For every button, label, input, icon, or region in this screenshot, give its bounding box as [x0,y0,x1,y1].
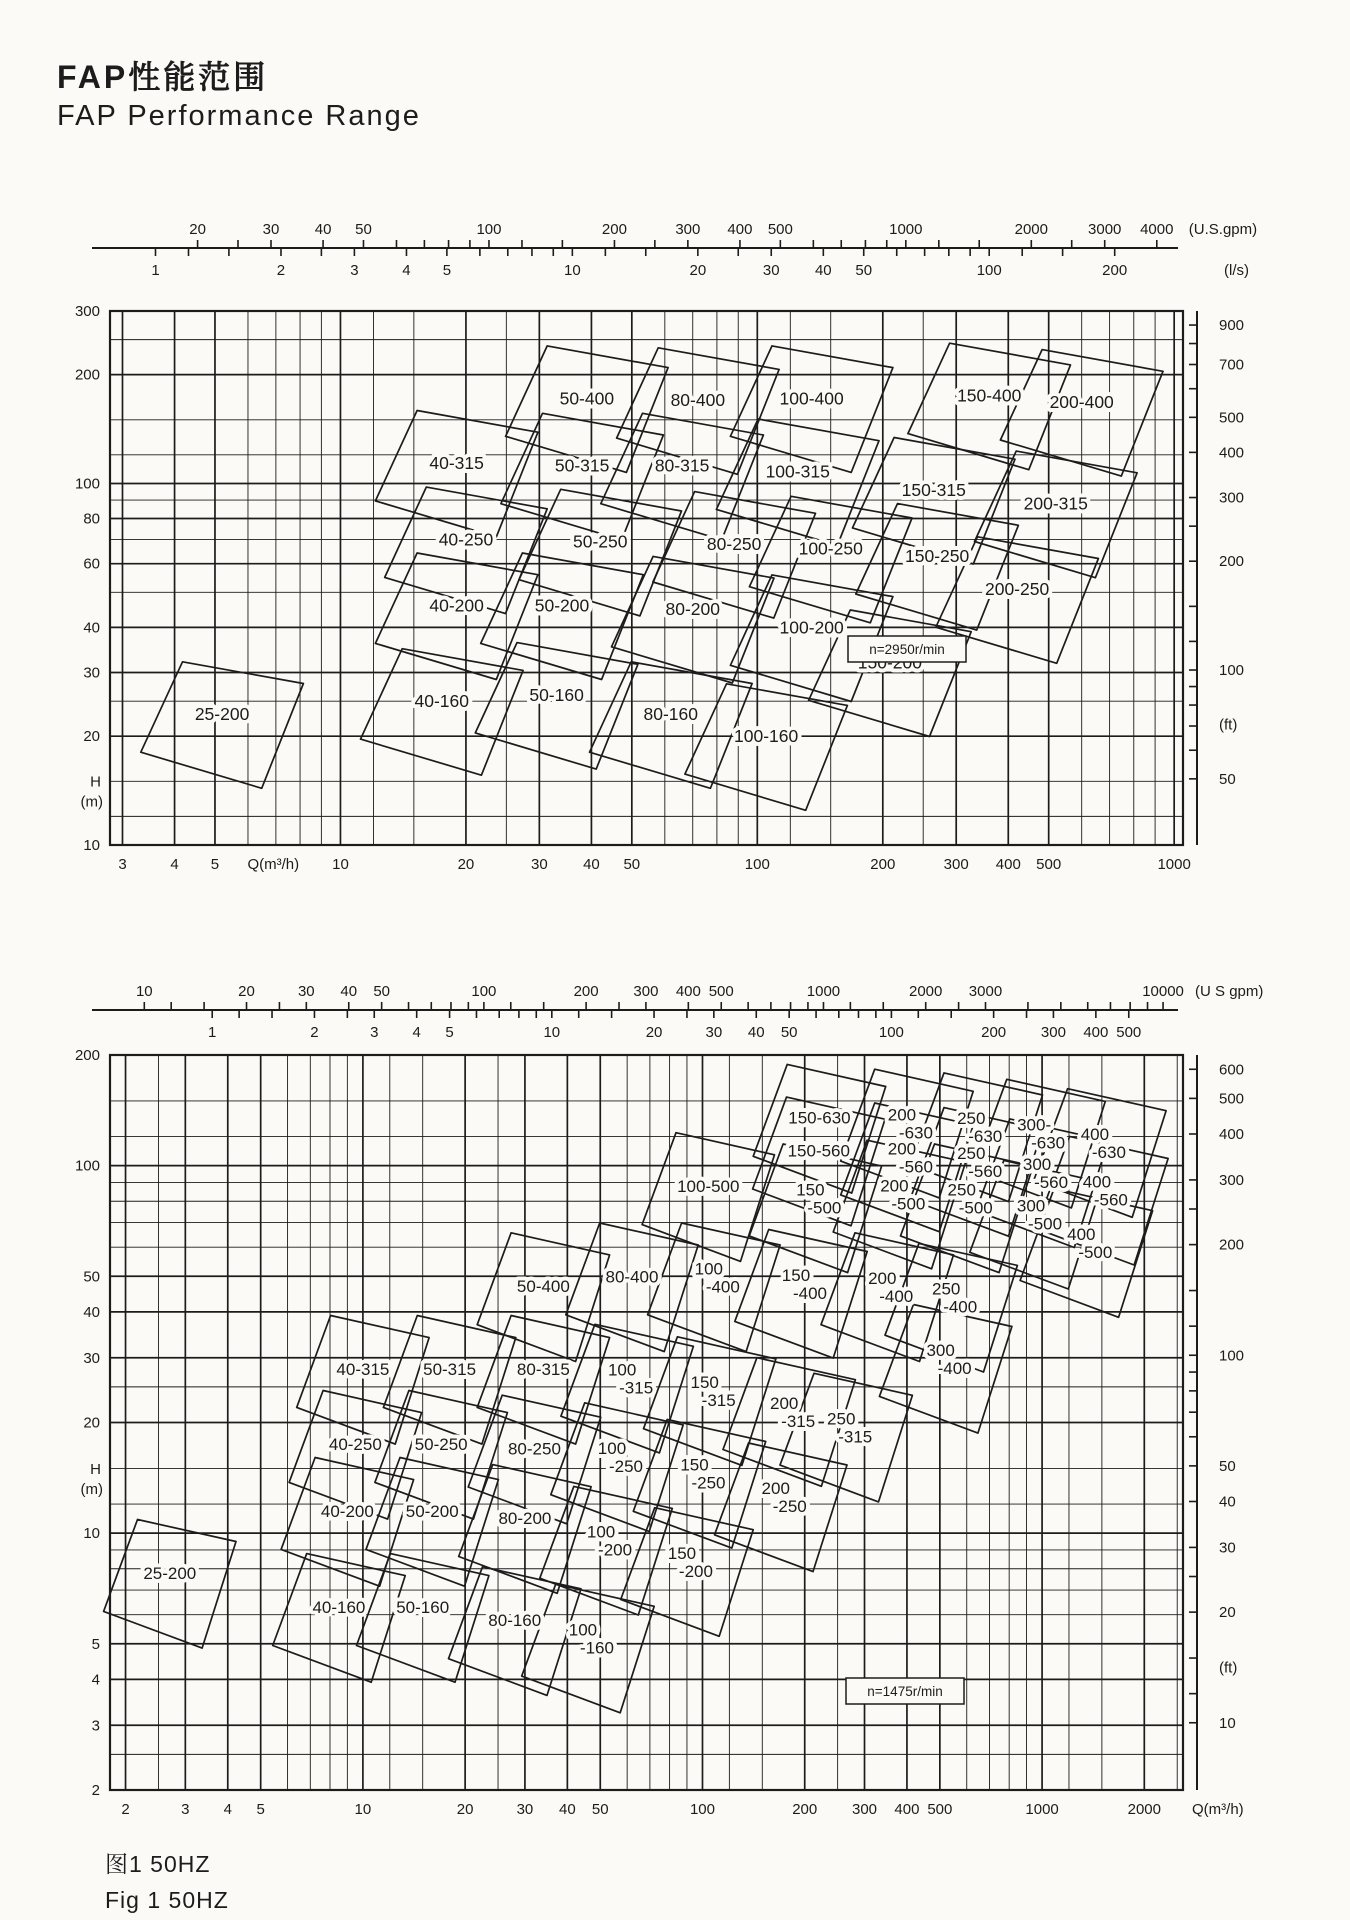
q-tick-label: 1000 [1157,856,1191,873]
ft-tick-label: 40 [1219,1493,1236,1511]
region-label: 50-200 [534,595,590,616]
ft-tick-label: 200 [1219,553,1245,571]
gpm-unit-label: (U.S.gpm) [1188,221,1258,238]
h-tick-label: 5 [91,1635,100,1653]
ls-tick-label: 4 [412,1024,421,1041]
ls-tick-label: 5 [442,262,452,279]
region-label: 80-315 [654,455,710,476]
region-outline [361,649,524,776]
region-label: 25-200 [143,1563,197,1583]
region-outline [104,1520,236,1649]
region-outline [501,413,664,540]
h-tick-label: 100 [74,1157,100,1175]
region-label: 100 -160 [568,1620,614,1658]
ft-tick-label: 100 [1219,662,1245,680]
region-label: 80-315 [516,1359,570,1379]
caption-zh: 图1 50HZ [105,1851,211,1877]
gpm-tick-label: 4000 [1140,221,1174,238]
region-label: 400 -630 [1080,1124,1126,1162]
region-outline [908,343,1071,470]
h-tick-label: 80 [83,510,100,528]
region-outline [975,451,1138,578]
ls-tick-label: 40 [814,262,832,279]
region-label: 150-315 [901,479,966,500]
q-tick-label: 1000 [1025,1801,1059,1818]
q-tick-label: 100 [744,856,770,873]
q-tick-label: 200 [870,856,896,873]
h-tick-label: 3 [91,1717,100,1735]
region-label: 40-200 [429,595,484,616]
ft-tick-label: 100 [1219,1347,1245,1365]
q-axis-unit: Q(m³/h) [247,856,300,873]
chart-2950rpm [0,168,1350,880]
ft-tick-label: 400 [1219,1125,1245,1143]
h-axis-unit: (m) [80,793,103,811]
q-tick-label: 400 [995,856,1021,873]
region-label: 100-160 [734,726,799,747]
region-label: 150 -250 [680,1455,726,1493]
region-outline [141,662,304,789]
region-label: 100 -400 [694,1259,740,1297]
gpm-tick-label: 100 [471,983,497,1000]
gpm-tick-label: 40 [340,983,358,1000]
gpm-tick-label: 10 [135,983,153,1000]
q-axis-unit: Q(m³/h) [1192,1801,1244,1818]
region-label: 150 -400 [781,1265,827,1303]
region-label: 50-315 [554,455,610,476]
h-tick-label: 20 [83,1414,100,1432]
gpm-tick-label: 50 [355,221,372,238]
q-tick-label: 500 [927,1801,953,1818]
h-tick-label: 30 [83,664,100,682]
region-label: 50-160 [396,1597,450,1617]
ft-tick-label: 600 [1219,1061,1245,1079]
h-tick-label: 40 [83,619,100,637]
region-label: 200 -315 [769,1393,816,1431]
ft-tick-label: 50 [1219,770,1236,788]
ls-tick-label: 1 [208,1024,217,1041]
region-label: 25-200 [194,704,250,725]
q-tick-label: 4 [223,1801,232,1818]
ls-tick-label: 2 [310,1024,319,1041]
h-tick-label: 2 [91,1782,100,1799]
gpm-tick-label: 40 [314,221,332,238]
region-label: 200-400 [1049,392,1114,413]
gpm-tick-label: 10000 [1142,983,1184,1000]
region-label: 150-630 [788,1108,851,1128]
region-label: 100 -200 [586,1522,633,1560]
gpm-tick-label: 30 [262,221,280,238]
region-label: 40-200 [320,1501,374,1521]
gpm-tick-label: 400 [727,221,753,238]
region-label: 250 -315 [827,1409,873,1447]
ls-tick-label: 200 [1102,262,1128,279]
figure-caption [105,1846,229,1918]
region-label: 100-315 [765,461,830,482]
ls-tick-label: 40 [747,1024,765,1041]
gpm-tick-label: 300 [633,983,659,1000]
caption-en: Fig 1 50HZ [105,1887,229,1913]
ft-tick-label: 20 [1219,1604,1236,1622]
h-tick-label: 30 [83,1349,100,1367]
ft-tick-label: 200 [1219,1236,1245,1254]
page-title-en: FAP Performance Range [57,100,421,132]
q-tick-label: 300 [852,1801,878,1818]
region-label: 150 -200 [667,1543,713,1581]
q-tick-label: 20 [457,856,475,873]
region-label: 200 -500 [880,1176,926,1214]
region-outline [475,643,638,770]
gpm-tick-label: 1000 [889,221,923,238]
region-label: 100-250 [798,538,863,559]
q-tick-label: 2 [121,1801,130,1818]
region-label: 200 -560 [887,1139,933,1177]
region-outline [716,419,879,546]
q-tick-label: 30 [516,1801,534,1818]
h-axis-unit: H [90,773,101,791]
gpm-tick-label: 400 [675,983,701,1000]
q-tick-label: 500 [1036,856,1062,873]
ls-tick-label: 2 [276,262,286,279]
ls-tick-label: 3 [370,1024,379,1041]
q-tick-label: 400 [894,1801,920,1818]
region-label: 100 -250 [597,1439,643,1477]
h-axis-unit: (m) [80,1480,103,1498]
region-label: 50-315 [423,1359,477,1379]
ft-tick-label: 10 [1219,1714,1236,1732]
ft-tick-label: 900 [1219,317,1245,335]
q-tick-label: 5 [210,856,220,873]
region-label: 80-200 [665,598,720,619]
region-label: 300--630 [1017,1115,1066,1153]
region-outline [477,1316,609,1445]
region-label: 40-315 [429,452,484,473]
ft-tick-label: 500 [1219,1090,1245,1108]
q-tick-label: 3 [181,1801,190,1818]
region-label: 300 -560 [1022,1155,1069,1193]
ls-tick-label: 30 [705,1024,723,1041]
gpm-tick-label: 2000 [909,983,943,1000]
gpm-tick-label: 500 [708,983,734,1000]
gpm-unit-label: (U S gpm) [1195,983,1264,1000]
region-label: 100-200 [779,617,844,638]
region-label: 150-400 [957,385,1022,406]
h-tick-label: 50 [83,1268,100,1286]
gpm-tick-label: 3000 [1088,221,1122,238]
q-tick-label: 40 [583,856,600,873]
q-tick-label: 50 [623,856,641,873]
ft-tick-label: 700 [1219,356,1245,374]
ls-tick-label: 500 [1116,1024,1142,1041]
region-outline [685,684,848,811]
gpm-tick-label: 500 [767,221,793,238]
region-label: 250 -560 [957,1143,1003,1181]
gpm-tick-label: 300 [675,221,701,238]
region-label: 50-200 [405,1501,459,1521]
h-tick-label: 200 [74,366,100,384]
gpm-tick-label: 3000 [968,983,1003,1000]
h-axis-unit: H [90,1460,101,1478]
ls-tick-label: 30 [762,262,780,279]
region-label: 40-315 [336,1359,390,1379]
q-tick-label: 30 [531,856,548,873]
gpm-tick-label: 200 [573,983,599,1000]
ls-tick-label: 5 [445,1024,454,1041]
speed-badge-label: n=1475r/min [867,1684,943,1699]
ls-tick-label: 200 [981,1024,1007,1041]
region-outline [601,413,764,540]
region-label: 40-160 [414,691,470,712]
region-label: 150 -500 [796,1180,842,1218]
region-label: 250 -400 [932,1279,978,1317]
page-title-zh: FAP性能范围 [57,59,269,95]
ls-tick-label: 20 [645,1024,663,1041]
region-label: 100-500 [677,1177,740,1197]
gpm-tick-label: 200 [601,221,627,238]
ls-tick-label: 400 [1083,1024,1109,1041]
region-label: 400 -560 [1082,1172,1128,1210]
region-label: 50-400 [516,1277,570,1297]
ls-tick-label: 100 [976,262,1002,279]
ls-tick-label: 50 [855,262,873,279]
region-label: 200 -250 [761,1479,807,1517]
q-tick-label: 2000 [1127,1801,1161,1818]
ft-tick-label: 30 [1219,1539,1236,1557]
region-label: 80-250 [507,1439,561,1459]
region-label: 40-250 [438,529,494,550]
h-tick-label: 60 [83,555,100,573]
ft-axis-unit: (ft) [1219,716,1238,734]
region-label: 200-250 [984,579,1050,600]
q-tick-label: 100 [689,1801,716,1818]
ls-tick-label: 4 [402,262,411,279]
region-outline [856,504,1019,630]
gpm-tick-label: 1000 [806,983,841,1000]
gpm-tick-label: 20 [189,221,206,238]
region-label: 250 -630 [957,1109,1003,1147]
region-label: 50-250 [414,1434,468,1454]
gpm-tick-label: 50 [373,983,391,1000]
q-tick-label: 40 [559,1801,576,1818]
q-tick-label: 10 [332,856,349,873]
gpm-tick-label: 20 [238,983,255,1000]
region-label: 40-160 [312,1597,366,1617]
h-tick-label: 200 [74,1047,100,1064]
region-label: 40-250 [328,1434,382,1454]
q-tick-label: 200 [792,1801,818,1818]
region-label: 200-315 [1023,493,1088,514]
region-label: 100 -315 [607,1360,654,1398]
q-tick-label: 4 [170,856,179,873]
h-tick-label: 300 [74,303,100,320]
region-label: 200 -630 [887,1105,933,1143]
region-label: 80-250 [706,534,762,555]
region-outline [853,438,1016,565]
ls-tick-label: 20 [689,262,707,279]
ls-tick-label: 50 [780,1024,798,1041]
ft-tick-label: 500 [1219,409,1245,427]
chart-1475rpm [0,910,1350,1840]
region-outline [273,1554,406,1683]
q-tick-label: 300 [943,856,969,873]
h-tick-label: 10 [83,837,100,854]
region-label: 250 -500 [947,1180,993,1218]
ls-tick-label: 10 [564,262,581,279]
ls-tick-label: 100 [878,1024,904,1041]
region-label: 80-400 [605,1267,659,1287]
region-label: 150-250 [905,546,970,567]
region-label: 150-560 [787,1141,850,1161]
h-tick-label: 20 [83,728,100,746]
region-label: 80-200 [498,1508,552,1528]
h-tick-label: 10 [83,1525,100,1543]
region-label: 80-160 [488,1611,542,1631]
ls-tick-label: 10 [543,1024,561,1041]
region-outline [383,1316,515,1445]
ls-tick-label: 1 [151,262,160,279]
h-tick-label: 100 [74,475,100,493]
q-tick-label: 20 [456,1801,474,1818]
region-label: 200 -400 [868,1269,914,1307]
ls-tick-label: 300 [1040,1024,1066,1041]
gpm-tick-label: 30 [297,983,315,1000]
ls-unit-label: (l/s) [1224,262,1249,279]
region-label: 80-160 [643,704,699,725]
ls-tick-label: 3 [350,262,359,279]
region-label: 100-400 [779,388,844,409]
h-tick-label: 40 [83,1303,100,1321]
region-label: 400 -500 [1067,1224,1113,1262]
q-tick-label: 50 [591,1801,609,1818]
region-label: 50-160 [529,684,584,705]
ft-tick-label: 300 [1219,1171,1245,1189]
region-label: 50-250 [573,531,628,552]
ft-axis-unit: (ft) [1219,1659,1238,1677]
region-label: 150 -315 [690,1373,736,1411]
ft-tick-label: 300 [1219,489,1245,507]
gpm-tick-label: 2000 [1014,221,1048,238]
ft-tick-label: 400 [1219,444,1245,462]
q-tick-label: 10 [354,1801,372,1818]
region-outline [375,1391,508,1520]
region-label: 50-400 [559,388,615,409]
h-tick-label: 4 [91,1671,100,1689]
region-label: 80-400 [670,390,726,411]
gpm-tick-label: 100 [476,221,502,238]
q-tick-label: 3 [118,856,127,873]
ft-tick-label: 50 [1219,1457,1236,1475]
region-label: 300 -400 [926,1340,972,1378]
speed-badge-label: n=2950r/min [869,642,945,657]
q-tick-label: 5 [256,1801,265,1818]
region-label: 300 -500 [1016,1196,1063,1234]
